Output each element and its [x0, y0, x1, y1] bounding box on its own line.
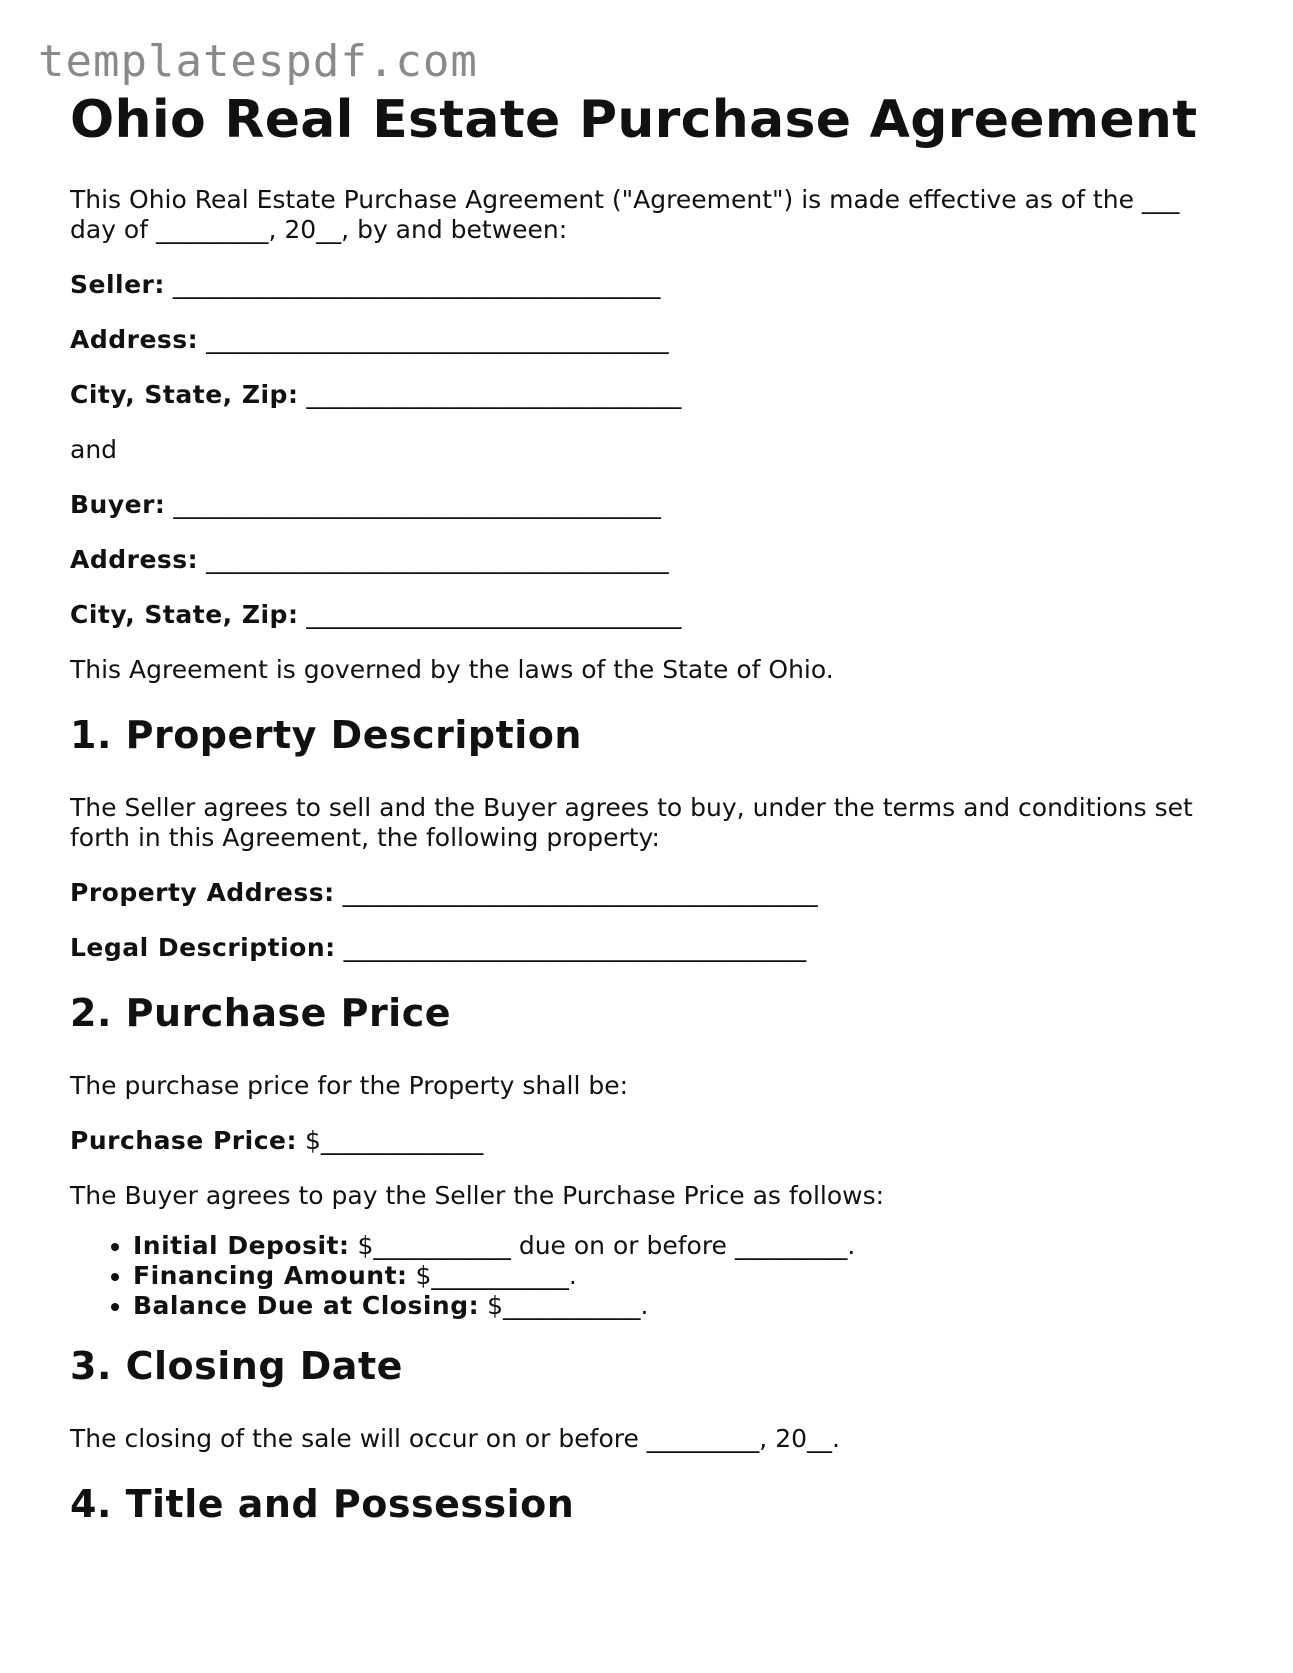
- property-address-field: [70, 878, 1220, 908]
- initial-deposit-label: Initial Deposit:: [133, 1231, 350, 1260]
- purchase-price-field: [70, 1126, 1220, 1156]
- purchase-price-blank[interactable]: $_____________: [304, 1126, 484, 1155]
- payment-list: [70, 1231, 1220, 1321]
- seller-address-field: [70, 325, 1220, 355]
- buyer-name-blank[interactable]: _______________________________________: [173, 490, 661, 519]
- intro-paragraph: This Ohio Real Estate Purchase Agreement ("Agreement") is made effective as of the ___ day of _________, 20__, by and between:: [70, 185, 1180, 244]
- legal-description-label: Legal Description:: [70, 933, 336, 962]
- financing-amount-blank[interactable]: $___________.: [415, 1261, 577, 1290]
- document-page: [70, 88, 1220, 1527]
- property-address-blank[interactable]: ______________________________________: [342, 878, 818, 907]
- buyer-address-blank[interactable]: _____________________________________: [206, 545, 669, 574]
- seller-city-label: City, State, Zip:: [70, 380, 299, 409]
- watermark: templatespdf.com: [38, 36, 478, 87]
- governing-law-text: This Agreement is governed by the laws of the State of Ohio.: [70, 655, 834, 684]
- section-title-heading: 4. Title and Possession: [70, 1482, 575, 1526]
- buyer-name-label: Buyer:: [70, 490, 166, 519]
- section-closing-heading: 3. Closing Date: [70, 1344, 403, 1388]
- buyer-city-label: City, State, Zip:: [70, 600, 299, 629]
- balance-due-label: Balance Due at Closing:: [133, 1291, 480, 1320]
- seller-address-blank[interactable]: _____________________________________: [206, 325, 669, 354]
- seller-name-field: [70, 270, 1220, 300]
- document-title: Ohio Real Estate Purchase Agreement: [70, 90, 1198, 150]
- list-item: [133, 1291, 1220, 1321]
- seller-name-label: Seller:: [70, 270, 165, 299]
- legal-description-blank[interactable]: _____________________________________: [343, 933, 807, 962]
- balance-due-blank[interactable]: $___________.: [487, 1291, 649, 1320]
- seller-name-blank[interactable]: _______________________________________: [172, 270, 661, 299]
- property-address-label: Property Address:: [70, 878, 335, 907]
- and-text: and: [70, 435, 118, 464]
- financing-amount-label: Financing Amount:: [133, 1261, 408, 1290]
- legal-description-field: [70, 933, 1220, 963]
- purchase-price-label: Purchase Price:: [70, 1126, 297, 1155]
- initial-deposit-blank[interactable]: $___________ due on or before _________.: [357, 1231, 856, 1260]
- section-property-heading: 1. Property Description: [70, 713, 582, 757]
- buyer-address-field: [70, 545, 1220, 575]
- buyer-name-field: [70, 490, 1220, 520]
- section-price-heading: 2. Purchase Price: [70, 991, 452, 1035]
- seller-city-field: [70, 380, 1220, 410]
- buyer-address-label: Address:: [70, 545, 199, 574]
- buyer-city-field: [70, 600, 1220, 630]
- property-text: The Seller agrees to sell and the Buyer agrees to buy, under the terms and conditions set forth in this Agreement, the following property:: [70, 793, 1193, 852]
- closing-text: The closing of the sale will occur on or before _________, 20__.: [70, 1424, 840, 1453]
- seller-address-label: Address:: [70, 325, 199, 354]
- buyer-city-blank[interactable]: ______________________________: [306, 600, 682, 629]
- seller-city-blank[interactable]: ______________________________: [306, 380, 682, 409]
- list-item: [133, 1231, 1220, 1261]
- list-item: [133, 1261, 1220, 1291]
- price-text: The purchase price for the Property shall be:: [70, 1071, 629, 1100]
- payment-text: The Buyer agrees to pay the Seller the Purchase Price as follows:: [70, 1181, 885, 1210]
